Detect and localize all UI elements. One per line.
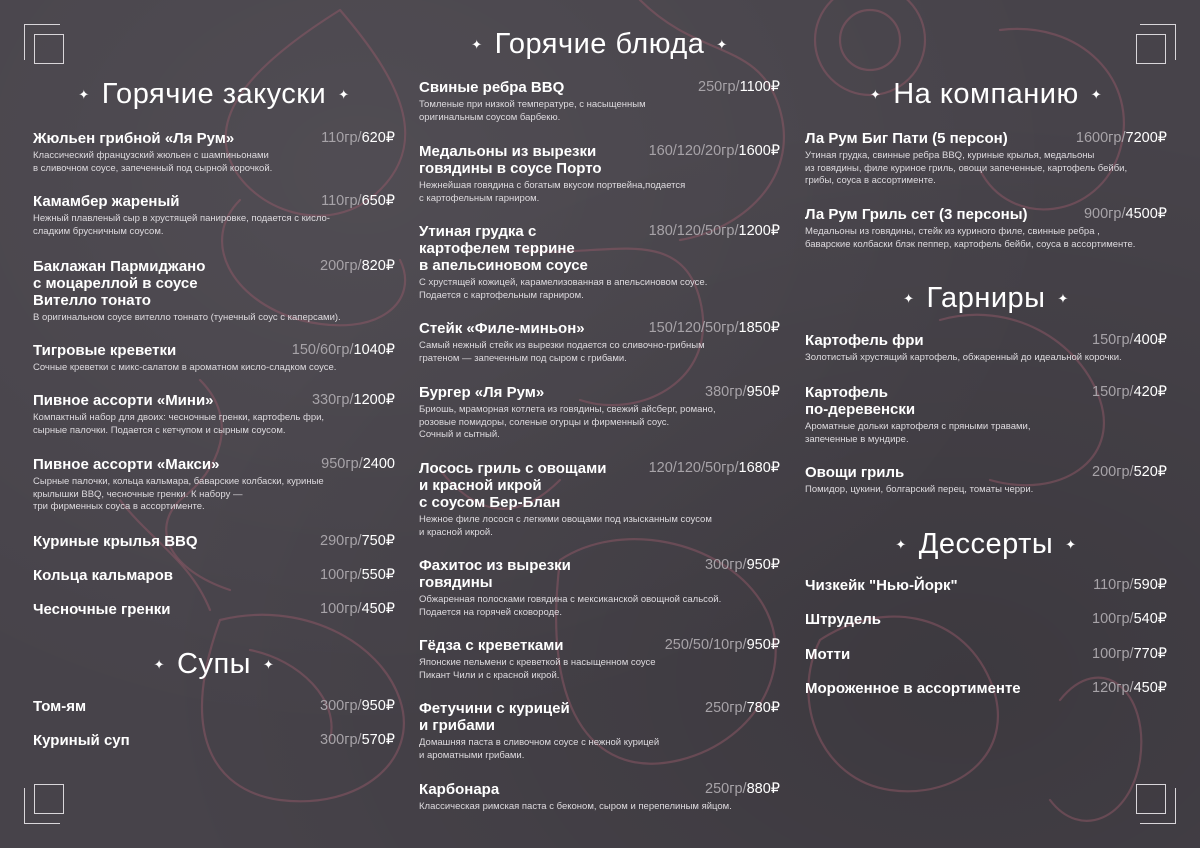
item-price: 150гр/400₽: [1092, 332, 1167, 348]
item-price: 150/60гр/1040₽: [291, 342, 395, 358]
menu-item: [805, 680, 1167, 697]
item-price: 200гр/820₽: [320, 258, 395, 274]
section-title-hot-dishes: ✦ Горячие блюда ✦: [471, 28, 728, 60]
sparkle-icon: ✦: [338, 87, 350, 103]
item-price: 290гр/750₽: [320, 533, 395, 549]
item-name: Тигровые креветки: [33, 342, 177, 359]
item-name: Мороженное в ассортименте: [805, 680, 1021, 697]
menu-item: [805, 384, 1167, 446]
menu-item: [805, 611, 1167, 628]
menu-item: [419, 384, 780, 442]
menu-item: [33, 567, 395, 584]
menu-item: [805, 206, 1167, 251]
item-price: 300гр/950₽: [320, 698, 395, 714]
item-name: Фахитос из вырезки говядины: [419, 557, 571, 591]
item-price: 250/50/10гр/950₽: [664, 637, 780, 653]
menu-item: [33, 698, 395, 715]
item-price: 110гр/620₽: [321, 130, 395, 146]
item-name: Том-ям: [33, 698, 87, 715]
item-name: Штрудель: [805, 611, 881, 628]
item-price: 150гр/420₽: [1092, 384, 1167, 400]
item-name: Свиные ребра BBQ: [419, 79, 565, 96]
sparkle-icon: ✦: [1065, 537, 1077, 553]
item-price: 330гр/1200₽: [311, 392, 395, 408]
item-description: С хрустящей кожицей, карамелизованная в апельсиновом соусе. Подается с картофельным гарниром.: [419, 277, 708, 301]
menu-item: [33, 258, 395, 325]
item-description: Нежнейшая говядина с богатым вкусом портвейна,подается с картофельным гарниром.: [419, 180, 686, 204]
section-title-hot-appetizers: ✦ Горячие закуски ✦: [78, 78, 350, 110]
item-description: Золотистый хрустящий картофель, обжаренный до идеальной корочки.: [805, 352, 1122, 363]
item-name: Жюльен грибной «Ля Рум»: [33, 130, 235, 147]
sparkle-icon: ✦: [716, 37, 728, 53]
item-price: 120/120/50гр/1680₽: [648, 460, 780, 476]
item-name: Медальоны из вырезки говядины в соусе Порто: [419, 143, 602, 177]
sparkle-icon: ✦: [78, 87, 90, 103]
item-name: Фетучини с курицей и грибами: [419, 700, 570, 734]
section-title-for-company: ✦ На компанию ✦: [869, 78, 1103, 110]
item-price: 100гр/450₽: [320, 601, 395, 617]
item-description: Домашняя паста в сливочном соусе с нежной курицей и ароматными грибами.: [419, 737, 660, 761]
item-price: 100гр/550₽: [320, 567, 395, 583]
sparkle-icon: ✦: [895, 537, 907, 553]
item-name: Пивное ассорти «Мини»: [33, 392, 214, 409]
menu-item: [805, 130, 1167, 188]
section-title-soups: ✦ Супы ✦: [153, 648, 275, 680]
menu-item: [33, 533, 395, 550]
menu-item: [33, 392, 395, 437]
sparkle-icon: ✦: [263, 657, 275, 673]
corner-ornament-bottom-left: [24, 788, 60, 824]
item-name: Стейк «Филе-миньон»: [419, 320, 585, 337]
sparkle-icon: ✦: [153, 657, 165, 673]
item-description: Помидор, цукини, болгарский перец, томаты черри.: [805, 484, 1034, 495]
item-name: Гёдза с креветками: [419, 637, 564, 654]
menu-item: [419, 460, 780, 539]
menu-item: [805, 577, 1167, 594]
item-description: Медальоны из говядины, стейк из куриного филе, свинные ребра , баварские колбаски блэк пеппер, картофель бейби, соуса в ассортименте.: [805, 226, 1136, 250]
menu-item: [33, 601, 395, 618]
item-description: Сырные палочки, кольца кальмара, баварские колбаски, куриные крылышки BBQ, чесночные гренки. К набору — три фирменных соуса в ассортименте.: [33, 476, 324, 512]
item-price: 110гр/590₽: [1093, 577, 1167, 593]
item-description: Классическая римская паста с беконом, сыром и перепелиным яйцом.: [419, 801, 732, 812]
item-price: 160/120/20гр/1600₽: [648, 143, 780, 159]
menu-item: [33, 130, 395, 175]
menu-item: [805, 646, 1167, 663]
item-name: Куриный суп: [33, 732, 130, 749]
item-price: 100гр/770₽: [1092, 646, 1167, 662]
item-price: 1600гр/7200₽: [1075, 130, 1167, 146]
section-title-garnishes: ✦ Гарниры ✦: [903, 282, 1069, 314]
item-name: Утиная грудка с картофелем террине в апельсиновом соусе: [419, 223, 588, 274]
item-price: 300гр/950₽: [705, 557, 780, 573]
item-price: 250гр/1100₽: [698, 79, 780, 95]
menu-item: [419, 637, 780, 682]
item-price: 380гр/950₽: [705, 384, 780, 400]
item-name: Мотти: [805, 646, 851, 663]
item-description: В оригинальном соусе вителло тоннато (тунечный соус с каперсами).: [33, 312, 341, 323]
item-description: Томленые при низкой температуре, с насыщенным оригинальным соусом барбекю.: [419, 99, 646, 123]
item-description: Утиная грудка, свинные ребра BBQ, куриные крылья, медальоны из говядины, филе куриное гриль, овощи запеченные, картофель бейби, грибы, соуса в ассортименте.: [805, 150, 1128, 186]
menu-item: [33, 342, 395, 375]
section-title-desserts: ✦ Дессерты ✦: [895, 528, 1077, 560]
item-name: Чесночные гренки: [33, 601, 171, 618]
item-price: 250гр/880₽: [705, 781, 780, 797]
menu-item: [33, 456, 395, 514]
item-name: Карбонара: [419, 781, 500, 798]
menu-item: [419, 223, 780, 302]
menu-item: [33, 193, 395, 238]
item-description: Бриошь, мраморная котлета из говядины, свежий айсберг, романо, розовые помидоры, соленые огурцы и фирменный соус. Сочный и сытный.: [419, 404, 716, 440]
item-description: Обжаренная полосками говядина с мексиканской овощной сальсой. Подается на горячей сковороде.: [419, 594, 722, 618]
menu-item: [33, 732, 395, 749]
item-description: Ароматные дольки картофеля с пряными травами, запеченные в мундире.: [805, 421, 1031, 445]
item-name: Кольца кальмаров: [33, 567, 173, 584]
item-price: 180/120/50гр/1200₽: [648, 223, 780, 239]
sparkle-icon: ✦: [869, 87, 882, 103]
item-description: Нежное филе лосося с легкими овощами под изысканным соусом и красной икрой.: [419, 514, 712, 538]
corner-ornament-top-right: [1140, 24, 1176, 60]
item-name: Куриные крылья BBQ: [33, 533, 198, 550]
menu-item: [419, 557, 780, 619]
item-description: Классический французский жюльен с шампиньонами в сливочном соусе, запеченный под сырной корочкой.: [33, 150, 273, 174]
item-name: Пивное ассорти «Макси»: [33, 456, 220, 473]
sparkle-icon: ✦: [1057, 291, 1069, 307]
item-price: 120гр/450₽: [1092, 680, 1167, 696]
menu-item: [805, 332, 1167, 365]
item-description: Сочные креветки с микс-салатом в ароматном кисло-сладком соусе.: [33, 362, 337, 373]
item-name: Камамбер жареный: [33, 193, 180, 210]
menu-item: [419, 79, 780, 124]
item-description: Компактный набор для двоих: чесночные гренки, картофель фри, сырные палочки. Подается с кетчупом и сырным соусом.: [33, 412, 325, 436]
item-description: Самый нежный стейк из вырезки подается со сливочно-грибным гратеном — запеченным под сыром с грибами.: [419, 340, 705, 364]
item-price: 300гр/570₽: [320, 732, 395, 748]
item-price: 100гр/540₽: [1092, 611, 1167, 627]
item-price: 250гр/780₽: [705, 700, 780, 716]
sparkle-icon: ✦: [903, 291, 915, 307]
item-name: Ла Рум Биг Пати (5 персон): [805, 130, 1008, 147]
item-description: Нежный плавленый сыр в хрустящей панировке, подается с кисло- сладким брусничным соусом.: [33, 213, 330, 237]
item-name: Ла Рум Гриль сет (3 персоны): [805, 206, 1028, 223]
menu-item: [419, 781, 780, 814]
corner-ornament-top-left: [24, 24, 60, 60]
item-name: Картофель по-деревенски: [805, 384, 916, 418]
menu-item: [419, 320, 780, 365]
sparkle-icon: ✦: [1090, 87, 1103, 103]
item-name: Лосось гриль с овощами и красной икрой с соусом Бер-Блан: [419, 460, 607, 511]
sparkle-icon: ✦: [471, 37, 483, 53]
item-name: Бургер «Ля Рум»: [419, 384, 545, 401]
item-price: 150/120/50гр/1850₽: [648, 320, 780, 336]
item-name: Овощи гриль: [805, 464, 905, 481]
menu-item: [805, 464, 1167, 497]
item-price: 900гр/4500₽: [1083, 206, 1167, 222]
menu-item: [419, 700, 780, 762]
item-name: Чизкейк "Нью-Йорк": [805, 577, 958, 594]
item-description: Японские пельмени с креветкой в насыщенном соусе Пикант Чили и с красной икрой.: [419, 657, 656, 681]
corner-ornament-bottom-right: [1140, 788, 1176, 824]
item-price: 950гр/2400: [321, 456, 395, 472]
menu-item: [419, 143, 780, 205]
item-name: Баклажан Пармиджано с моцареллой в соусе Вителло тонато: [33, 258, 206, 309]
item-price: 110гр/650₽: [321, 193, 395, 209]
item-price: 200гр/520₽: [1092, 464, 1167, 480]
item-name: Картофель фри: [805, 332, 924, 349]
